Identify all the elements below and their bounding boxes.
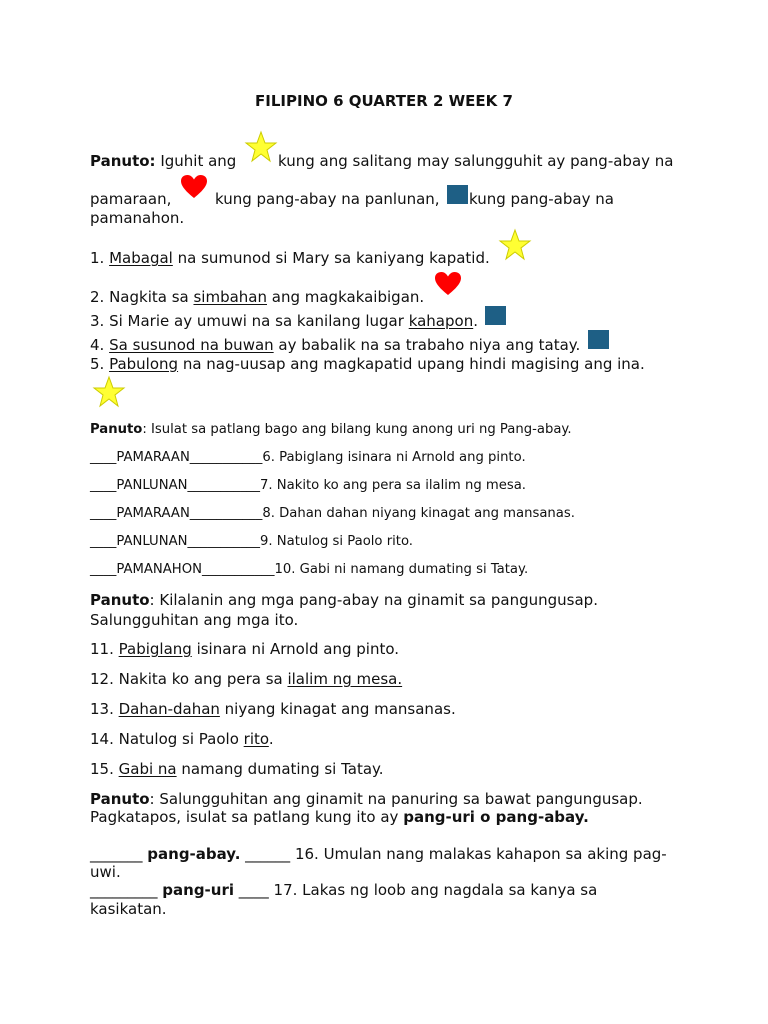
answer-line: ____PANLUNAN___________7. Nakito ko ang pera sa ilalim ng mesa. [90, 478, 526, 493]
list-item-continuation: kasikatan. [90, 900, 167, 918]
instruction-text: : Salungguhitan ang ginamit na panuring sa bawat pangungusap. [149, 790, 643, 808]
underlined-word: Gabi na [118, 760, 177, 778]
item-prefix: 13. [90, 700, 119, 718]
list-item [90, 760, 384, 778]
item-rest: ay babalik na sa trabaho niya ang tatay. [273, 336, 581, 354]
item-rest: ang magkakaibigan. [267, 288, 425, 306]
instruction-text-4: kung pang-abay na panlunan, [215, 190, 440, 208]
underlined-word: Sa susunod na buwan [109, 336, 274, 354]
instruction-3-line2: Salungguhitan ang mga ito. [90, 611, 299, 629]
instruction-text: Iguhit ang [160, 152, 237, 170]
underlined-word: simbahan [193, 288, 267, 306]
instruction-text-3: pamaraan, [90, 190, 172, 208]
instruction-text: : Isulat sa patlang bago ang bilang kung anong uri ng Pang-abay. [142, 422, 572, 437]
panuto-label: Panuto [90, 591, 150, 609]
list-item [90, 312, 478, 330]
instruction-text-6: pamanahon. [90, 209, 185, 227]
item-rest: isinara ni Arnold ang pinto. [191, 640, 400, 658]
answer-line: ____PAMANAHON___________10. Gabi ni namang dumating si Tatay. [90, 562, 529, 577]
instruction-2 [90, 422, 572, 438]
item-prefix: 4. [90, 336, 110, 354]
panuto-label: Panuto [90, 790, 150, 808]
heart-icon [180, 174, 208, 200]
panuto-label: Panuto [90, 422, 143, 437]
star-icon [244, 130, 278, 164]
item-rest: na sumunod si Mary sa kaniyang kapatid. [172, 249, 490, 267]
list-item [90, 730, 274, 748]
star-icon [498, 228, 532, 262]
blank-line: _______ [90, 845, 148, 863]
square-icon [588, 330, 609, 349]
answer-line: ____PAMARAAN___________6. Pabiglang isinara ni Arnold ang pinto. [90, 450, 526, 465]
heart-icon [434, 271, 462, 297]
answer-line: ____PAMARAAN___________8. Dahan dahan niyang kinagat ang mansanas. [90, 506, 575, 521]
star-icon [92, 375, 126, 409]
underlined-word: Pabulong [109, 355, 179, 373]
instruction-text: : Kilalanin ang mga pang-abay na ginamit sa pangungusap. [149, 591, 598, 609]
item-prefix: 15. [90, 760, 119, 778]
blank-line: _________ [90, 881, 163, 899]
square-icon [447, 185, 468, 204]
underlined-word: Dahan-dahan [118, 700, 220, 718]
list-item [90, 640, 399, 658]
item-prefix: 11. [90, 640, 119, 658]
answer-line: ____PANLUNAN___________9. Natulog si Paolo rito. [90, 534, 413, 549]
list-item [90, 700, 456, 718]
item-rest: niyang kinagat ang mansanas. [219, 700, 456, 718]
answer-text: pang-uri [162, 881, 234, 899]
list-item [90, 881, 597, 899]
item-prefix: 12. Nakita ko ang pera sa [90, 670, 288, 688]
item-prefix: 14. Natulog si Paolo [90, 730, 244, 748]
list-item [90, 288, 424, 306]
list-item [90, 336, 580, 354]
instruction-text-2: kung ang salitang may salungguhit ay pang-abay na [278, 152, 674, 170]
item-rest: ____ 17. Lakas ng loob ang nagdala sa kanya sa [234, 881, 598, 899]
underlined-word: Pabiglang [118, 640, 192, 658]
list-item-continuation: uwi. [90, 863, 121, 881]
list-item [90, 355, 645, 373]
item-rest: namang dumating si Tatay. [176, 760, 384, 778]
instruction-emphasis: pang-uri o pang-abay. [403, 808, 589, 826]
answer-text: pang-abay. [147, 845, 241, 863]
instruction-text: Pagkatapos, isulat sa patlang kung ito ay [90, 808, 404, 826]
page-title: FILIPINO 6 QUARTER 2 WEEK 7 [255, 92, 513, 110]
item-prefix: 5. [90, 355, 110, 373]
item-prefix: 1. [90, 249, 110, 267]
item-rest: . [268, 730, 274, 748]
item-prefix: 3. Si Marie ay umuwi na sa kanilang lugar [90, 312, 409, 330]
item-rest: ______ 16. Umulan nang malakas kahapon sa aking pag- [240, 845, 667, 863]
item-rest: . [473, 312, 478, 330]
instruction-1-line1 [90, 152, 236, 170]
square-icon [485, 306, 506, 325]
item-rest: na nag-uusap ang magkapatid upang hindi magising ang ina. [178, 355, 645, 373]
instruction-3-line1 [90, 591, 598, 609]
instruction-4-line2 [90, 808, 589, 826]
underlined-word: Mabagal [109, 249, 173, 267]
list-item [90, 249, 490, 267]
list-item [90, 670, 402, 688]
underlined-word: ilalim ng mesa. [287, 670, 403, 688]
underlined-word: kahapon [408, 312, 474, 330]
panuto-label: Panuto: [90, 152, 156, 170]
item-prefix: 2. Nagkita sa [90, 288, 194, 306]
instruction-text-5: kung pang-abay na [469, 190, 614, 208]
underlined-word: rito [243, 730, 269, 748]
instruction-4-line1 [90, 790, 643, 808]
list-item [90, 845, 667, 863]
